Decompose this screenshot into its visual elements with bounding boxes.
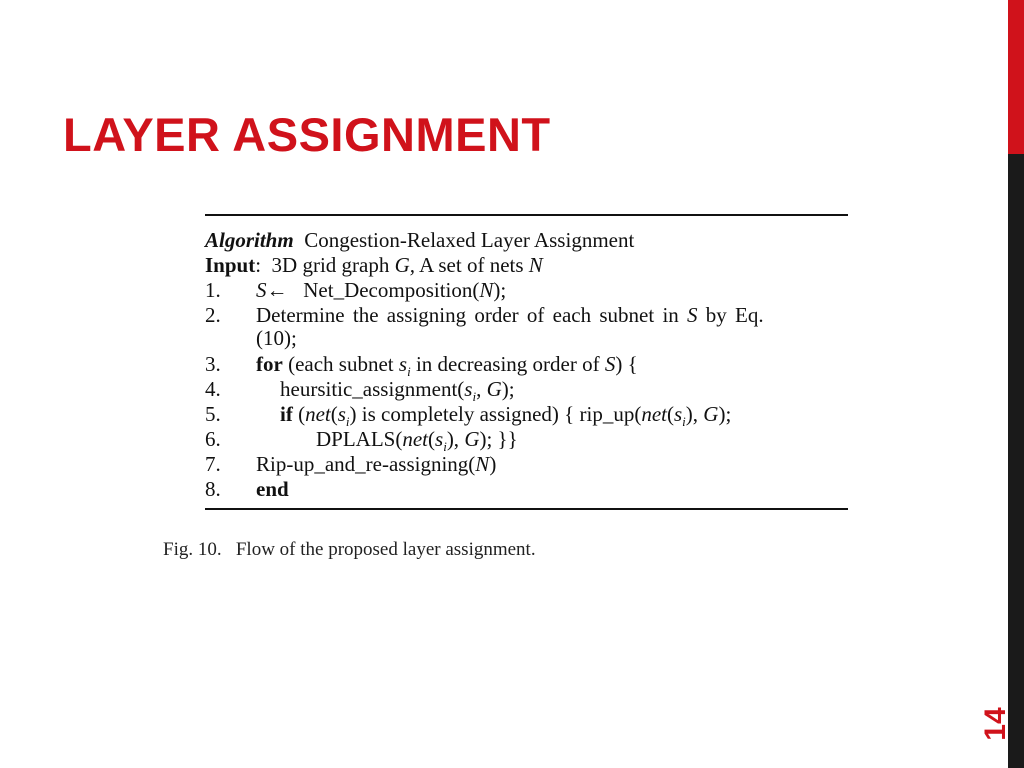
- algorithm-step-1: 1. S← Net_Decomposition(N);: [205, 278, 507, 302]
- figure-label: Fig. 10.: [163, 539, 222, 560]
- algorithm-step-2: 2. Determine the assigning order of each subnet in S by Eq.: [205, 303, 764, 327]
- step-number: 3.: [205, 352, 221, 376]
- slide-title: LAYER ASSIGNMENT: [63, 108, 551, 161]
- step-number: 2.: [205, 303, 221, 327]
- algorithm-figure: [205, 214, 848, 510]
- algorithm-input: Input: 3D grid graph G, A set of nets N: [205, 253, 543, 277]
- step-number: 1.: [205, 278, 221, 302]
- algorithm-step-8: 8. end: [205, 477, 289, 501]
- step-number: 8.: [205, 477, 221, 501]
- step-number: 4.: [205, 377, 221, 401]
- figure-caption: [163, 537, 536, 563]
- step-number: 6.: [205, 427, 221, 451]
- algorithm-step-5: 5. if ($net(s_i)$ is completely assigned) { $rip\_up(net(s_i)$, G);: [205, 402, 732, 430]
- algorithm-header: [205, 228, 634, 253]
- algorithm-step-7: 7. Rip-up_and_re-assigning(N): [205, 452, 497, 476]
- algorithm-step-3: 3. for (each subnet $s_i$ in decreasing order of S) {: [205, 352, 638, 380]
- input-label: Input: [205, 253, 256, 277]
- algorithm-step-2-cont: (10);: [256, 326, 297, 350]
- algorithm-step-4: 4. $heursitic\_assignment(s_i$, G);: [205, 377, 515, 405]
- algorithm-name: Congestion-Relaxed Layer Assignment: [304, 228, 635, 252]
- page-number: 14: [979, 707, 1012, 741]
- step-number: 7.: [205, 452, 221, 476]
- step-number: 5.: [205, 402, 221, 426]
- accent-bar-top: [1008, 0, 1024, 154]
- algorithm-step-6: 6. $DPLALS(net(s_i)$, G); }}: [205, 427, 518, 455]
- figure-caption-text: Flow of the proposed layer assignment.: [235, 539, 536, 560]
- accent-bar-bottom: [1008, 154, 1024, 768]
- algorithm-keyword: Algorithm: [205, 228, 294, 252]
